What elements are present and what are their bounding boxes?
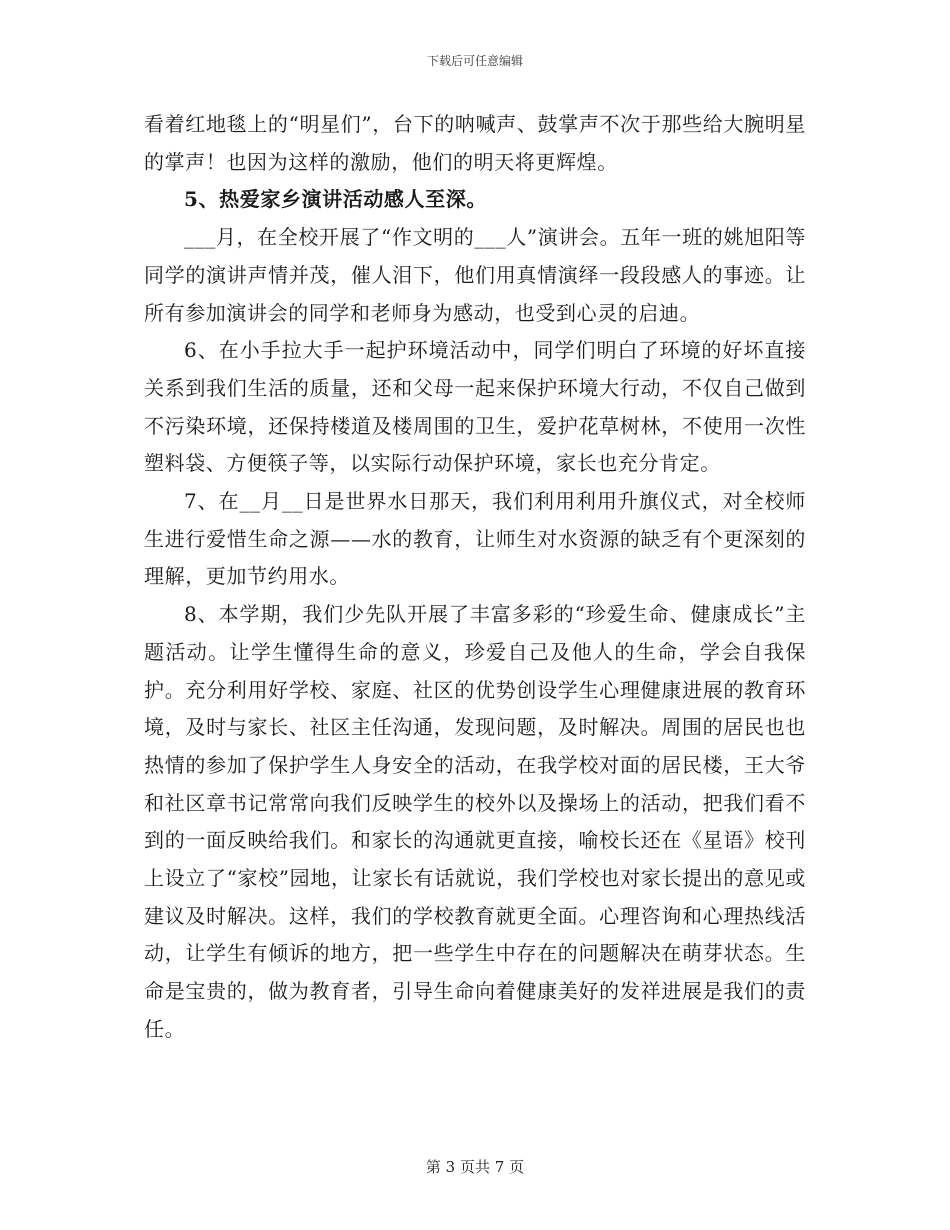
page-header: 下载后可任意编辑 <box>426 54 523 68</box>
paragraph-environment-activity: 6、在小手拉大手一起护环境活动中，同学们明白了环境的好坏直接关系到我们生活的质量，还和父母一起来保护环境大行动，不仅自己做到不污染环境，还保持楼道及楼周围的卫生，爱护花草树林，不使用一次性塑料袋、方便筷子等，以实际行动保护环境，家长也充分肯定。 <box>144 338 806 476</box>
section-heading-5: 5、热爱家乡演讲活动感人至深。 <box>184 187 487 212</box>
paragraph-continuation: 看着红地毯上的“明星们”，台下的呐喊声、鼓掌声不次于那些给大腕明星的掌声！也因为这样的激励，他们的明天将更辉煌。 <box>144 112 806 174</box>
paragraph-speech-event: ___月，在全校开展了“作文明的___人”演讲会。五年一班的姚旭阳等同学的演讲声情并茂，催人泪下，他们用真情演绎一段段感人的事迹。让所有参加演讲会的同学和老师身为感动，也受到心灵的启迪。 <box>144 225 806 325</box>
page-number: 第 3 页共 7 页 <box>425 1158 525 1176</box>
document-body <box>144 106 806 1049</box>
paragraph-cherish-life: 8、本学期，我们少先队开展了丰富多彩的“珍爱生命、健康成长”主题活动。让学生懂得生命的意义，珍爱自己及他人的生命，学会自我保护。充分利用好学校、家庭、社区的优势创设学生心理健康进展的教育环境，及时与家长、社区主任沟通，发现问题，及时解决。周围的居民也也热情的参加了保护学生人身安全的活动，在我学校对面的居民楼，王大爷和社区章书记常常向我们反映学生的校外以及操场上的活动，把我们看不到的一面反映给我们。和家长的沟通就更直接，喻校长还在《星语》校刊上设立了“家校”园地，让家长有话就说，我们学校也对家长提出的意见或建议及时解决。这样，我们的学校教育就更全面。心理咨询和心理热线活动，让学生有倾诉的地方，把一些学生中存在的问题解决在萌芽状态。生命是宝贵的，做为教育者，引导生命向着健康美好的发祥进展是我们的责任。 <box>144 602 806 1041</box>
paragraph-water-day: 7、在__月__日是世界水日那天，我们利用利用升旗仪式，对全校师生进行爱惜生命之源——水的教育，让师生对水资源的缺乏有个更深刻的理解，更加节约用水。 <box>144 489 806 589</box>
